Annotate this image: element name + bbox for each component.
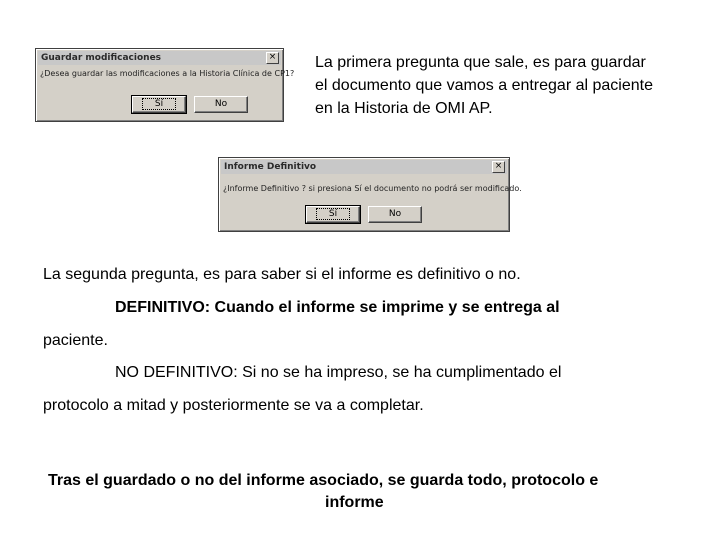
dialog-titlebar[interactable] bbox=[221, 160, 507, 174]
final-report-dialog bbox=[218, 157, 522, 232]
final-note-line-2: informe bbox=[325, 494, 384, 511]
yes-button[interactable] bbox=[306, 206, 360, 223]
close-icon[interactable]: × bbox=[266, 52, 279, 64]
dialog-title: Informe Definitivo bbox=[224, 162, 317, 172]
no-button[interactable] bbox=[368, 206, 422, 223]
yes-button[interactable] bbox=[132, 96, 186, 113]
intro-line-1: La primera pregunta que sale, es para guardar bbox=[315, 54, 646, 71]
dialog-message: ¿Desea guardar las modificaciones a la Historia Clínica de CP1? bbox=[40, 69, 295, 78]
non-definitive-definition-line-2: protocolo a mitad y posteriormente se va a completar. bbox=[43, 397, 424, 414]
intro-line-3: en la Historia de OMI AP. bbox=[315, 100, 493, 117]
no-button-label: No bbox=[388, 209, 402, 219]
close-icon[interactable]: × bbox=[492, 161, 505, 173]
no-button[interactable] bbox=[194, 96, 248, 113]
intro-line-2: el documento que vamos a entregar al paciente bbox=[315, 77, 653, 94]
dialog-message: ¿Informe Definitivo ? si presiona Sí el documento no podrá ser modificado. bbox=[223, 184, 522, 193]
save-changes-dialog bbox=[35, 48, 295, 122]
final-note-line-1: Tras el guardado o no del informe asociado, se guarda todo, protocolo e bbox=[48, 472, 599, 489]
non-definitive-definition-line-1: NO DEFINITIVO: Si no se ha impreso, se ha cumplimentado el bbox=[115, 364, 562, 381]
yes-button-label: Sí bbox=[142, 98, 176, 110]
no-button-label: No bbox=[214, 99, 228, 109]
definitive-definition-line-2: paciente. bbox=[43, 332, 108, 349]
definitive-definition-line-1: DEFINITIVO: Cuando el informe se imprime y se entrega al bbox=[115, 299, 560, 316]
second-question-text: La segunda pregunta, es para saber si el informe es definitivo o no. bbox=[43, 266, 521, 283]
dialog-titlebar[interactable] bbox=[38, 51, 281, 65]
yes-button-label: Sí bbox=[316, 208, 350, 220]
dialog-title: Guardar modificaciones bbox=[41, 53, 162, 63]
